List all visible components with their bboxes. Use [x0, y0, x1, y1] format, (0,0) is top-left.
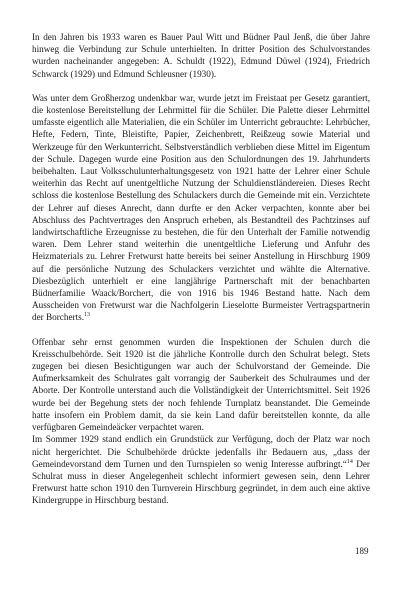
paragraph-3-text: Offenbar sehr ernst genommen wurden die Inspektionen der Schulen durch die Kreisschulbehörde. Seit 1920 ist die jährliche Kontrolle durch den Schulrat belegt. Stets zugegen bei diesen Besichtigungen war auch der Schulvorstand der Gemeinde. Die Aufmerksamkeit des Schulrates galt vorrangig der Sauberkeit des Schulraumes und der Aborte. Der Kontrolle unterstand auch die Vollständigkeit der Unterrichtsmittel. Seit 1926 wurde bei der Begehung stets der noch fehlende Turnplatz beanstandet. Die Gemeinde hatte insofern ein Problem damit, da sie kein Land dafür bereitstellen konnte, da alle verfügbaren Gemeindeäcker verpachtet waren.	[32, 336, 370, 433]
paragraph-2	[32, 92, 370, 324]
page-number: 189	[355, 546, 369, 556]
paragraph-3	[32, 336, 370, 434]
paragraph-4-text: Im Sommer 1929 stand endlich ein Grundstück zur Verfügung, doch der Platz war noch nicht hergerichtet. Die Schulbehörde drückte jedenfalls ihr Bedauern aus, „dass der Gemeindevorstand dem Turnen und den Turnspielen so wenig Interesse aufbringt.“	[32, 434, 370, 469]
body-text	[32, 31, 370, 507]
paragraph-1-text: In den Jahren bis 1933 waren es Bauer Paul Witt und Büdner Paul Jenß, die über Jahre hinweg die Verbindung zur Schule unterhielten. In dritter Position des Schulvorstandes wurden nacheinander angegeben: A. Schuldt (1922), Edmund Düwel (1924), Friedrich Schwarck (1929) und Edmund Schleusner (1930).	[32, 32, 370, 79]
paragraph-2-text: Was unter dem Großherzog undenkbar war, wurde jetzt im Freistaat per Gesetz garantiert, die kostenlose Bereitstellung der Lehrmittel für die Schüler. Die Palette dieser Lehrmittel umfasste eigentlich alle Materialien, die ein Schüler im Unterricht gebrauchte: Lehrbücher, Hefte, Federn, Tinte, Bleistifte, Papier, Zeichenbrett, Reißzeug sowie Material und Werkzeuge für den Werkunterricht. Selbstverständlich verblieben diese Mittel im Eigentum der Schule. Dagegen wurde eine Position aus den Schulordnungen des 19. Jahrhunderts beibehalten. Laut Volksschulunterhaltungsgesetz von 1921 hatte der Lehrer einer Schule weiterhin das Recht auf unentgeltliche Nutzung der Schuldienstländereien. Dieses Recht schloss die kostenlose Bestellung des Schulackers durch die Gemeinde mit ein. Verzichtete der Lehrer auf dieses Anrecht, dann durfte er den Acker verpachten, konnte aber bei Abschluss des Pachtvertrages den Anspruch erheben, als Bestandteil des Pachtzinses auf landwirtschaftliche Erzeugnisse zu bestehen, die für den Unterhalt der Familie notwendig waren. Dem Lehrer stand weiterhin die unentgeltliche Lieferung und Anfuhr des Heizmaterials zu. Lehrer Fretwurst hatte bereits bei seiner Anstellung in Hirschburg 1909 auf die persönliche Nutzung des Schulackers verzichtet und wählte die Alternative. Diesbezüglich unterhielt er eine langjährige Partnerschaft mit der benachbarten Büdnerfamilie Waack/Borchert, die von 1916 bis 1946 Bestand hatte. Nach dem Ausscheiden von Fretwurst war die Nachfolgerin Lieselotte Burmeister Vertragspartnerin der Borcherts.	[32, 92, 370, 323]
footnote-marker-13: 13	[84, 312, 91, 319]
footnote-marker-14: 14	[346, 458, 353, 465]
paragraph-1	[32, 31, 370, 80]
paragraph-4-continuation: Der Schulrat muss in dieser Angelegenheit schlecht informiert gewesen sein, denn Lehrer Fretwurst hatte schon 1910 den Turnverein Hirschburg gegründet, in dem auch eine aktive Kindergruppe in Hirschburg bestand.	[32, 458, 370, 506]
paragraph-4	[32, 433, 370, 506]
